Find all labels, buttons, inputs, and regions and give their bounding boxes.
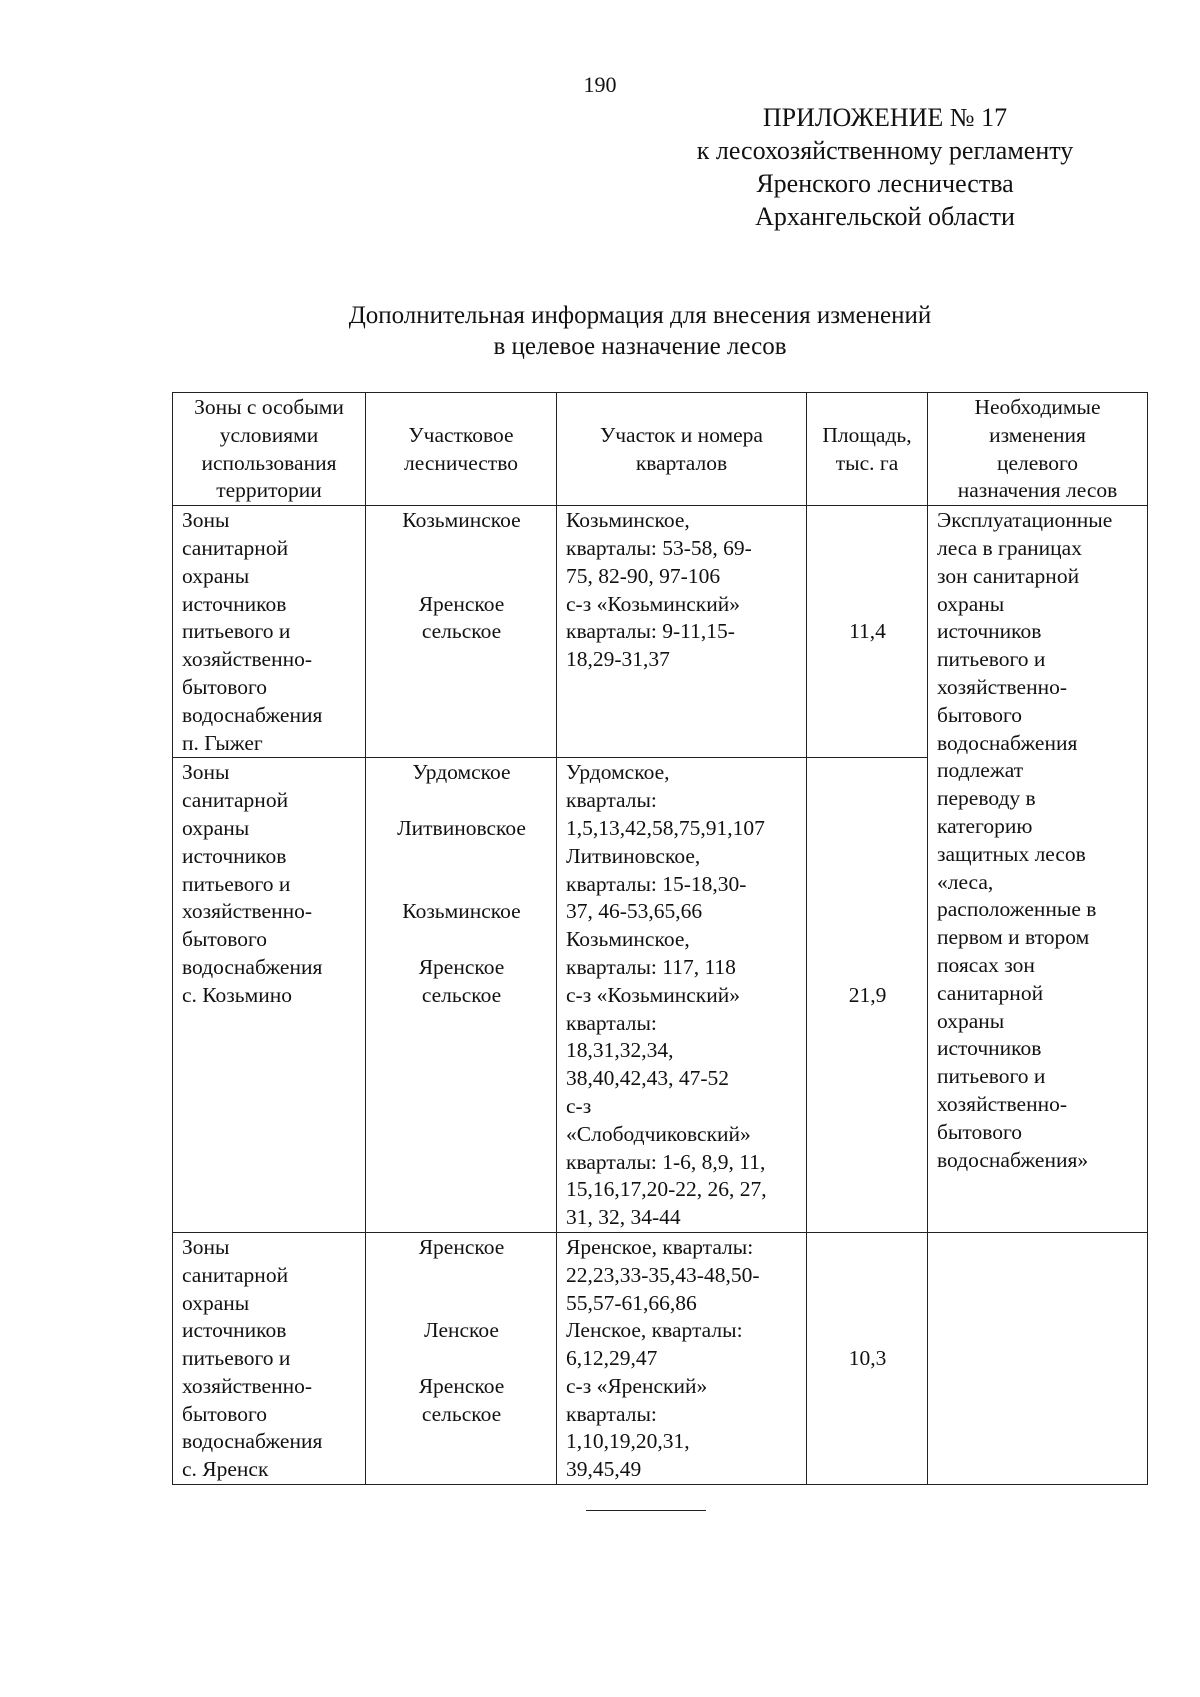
header-zones: Зоны с особыми условиями использования территории	[173, 393, 366, 506]
table-row	[173, 506, 1148, 758]
header-area: Площадь, тыс. га	[807, 393, 928, 506]
changes-cell-empty	[928, 1232, 1148, 1484]
zone-cell: Зоны санитарной охраны источников питьевого и хозяйственно- бытового водоснабжения с. Козьмино	[173, 758, 366, 1233]
zone-cell: Зоны санитарной охраны источников питьевого и хозяйственно- бытового водоснабжения п. Гыжег	[173, 506, 366, 758]
title-line-1: Дополнительная информация для внесения изменений	[348, 302, 932, 329]
appendix-line-regulation: к лесохозяйственному регламенту	[696, 136, 1074, 165]
appendix-number: ПРИЛОЖЕНИЕ № 17	[762, 103, 1008, 132]
forestry-cell: Козьминское Яренское сельское	[366, 506, 557, 758]
page-number: 190	[583, 72, 617, 97]
header-forestry: Участковое лесничество	[366, 393, 557, 506]
appendix-line-forestry: Яренского лесничества	[756, 169, 1014, 198]
area-cell: 11,4	[807, 506, 928, 758]
area-cell: 21,9	[807, 758, 928, 1233]
appendix-line-region: Архангельской области	[755, 202, 1015, 231]
table-header-row	[173, 393, 1148, 506]
header-changes: Необходимые изменения целевого назначения лесов	[928, 393, 1148, 506]
document-title	[140, 300, 1140, 362]
table-row	[173, 1232, 1148, 1484]
forestry-cell: Урдомское Литвиновское Козьминское Яренское сельское	[366, 758, 557, 1233]
appendix-header	[600, 101, 1170, 233]
header-quarters: Участок и номера кварталов	[557, 393, 807, 506]
footer-rule	[586, 1510, 706, 1511]
zone-cell: Зоны санитарной охраны источников питьевого и хозяйственно- бытового водоснабжения с. Яренск	[173, 1232, 366, 1484]
area-cell: 10,3	[807, 1232, 928, 1484]
title-line-2: в целевое назначение лесов	[493, 333, 787, 360]
quarters-cell: Урдомское, кварталы: 1,5,13,42,58,75,91,107 Литвиновское, кварталы: 15-18,30- 37, 46-53,65,66 Козьминское, кварталы: 117, 118 с-з «Козьминский» кварталы: 18,31,32,34, 38,40,42,43, 47-52 с-з «Слободчиковский» кварталы: 1-6, 8,9, 11, 15,16,17,20-22, 26, 27, 31, 32, 34-44	[557, 758, 807, 1233]
forestry-cell: Яренское Ленское Яренское сельское	[366, 1232, 557, 1484]
forest-zones-table	[172, 392, 1148, 1485]
quarters-cell: Яренское, кварталы: 22,23,33-35,43-48,50- 55,57-61,66,86 Ленское, кварталы: 6,12,29,47 с-з «Яренский» кварталы: 1,10,19,20,31, 39,45,49	[557, 1232, 807, 1484]
quarters-cell: Козьминское, кварталы: 53-58, 69- 75, 82-90, 97-106 с-з «Козьминский» кварталы: 9-11,15- 18,29-31,37	[557, 506, 807, 758]
changes-cell: Эксплуатационные леса в границах зон санитарной охраны источников питьевого и хозяйственно- бытового водоснабжения подлежат переводу в категорию защитных лесов «леса, расположенные в первом и втором поясах зон санитарной охраны источников питьевого и хозяйственно- бытового водоснабжения»	[928, 506, 1148, 1233]
